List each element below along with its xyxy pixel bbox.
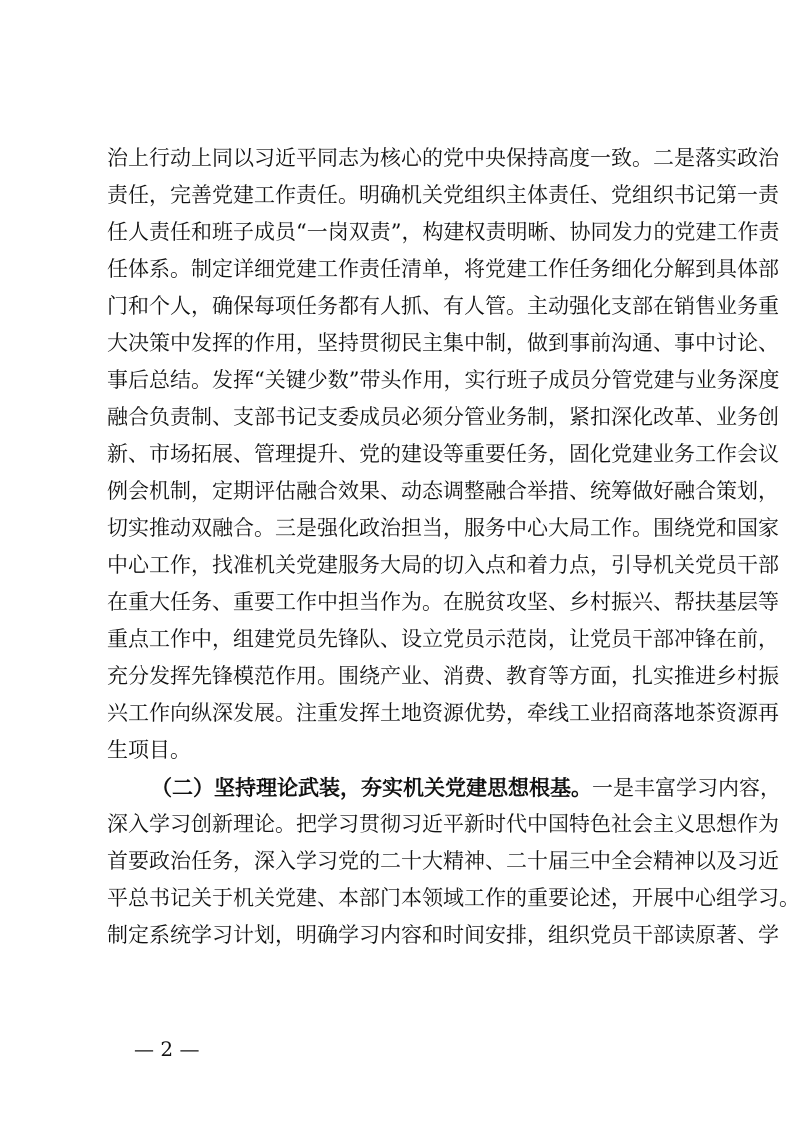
section-heading: （二）坚持理论武装，夯实机关党建思想根基。 <box>151 775 592 800</box>
text-line: 门和个人，确保每项任务都有人抓、有人管。主动强化支部在销售业务重 <box>107 294 779 318</box>
text-line: 任体系。制定详细党建工作责任清单，将党建工作任务细化分解到具体部 <box>107 257 779 281</box>
text-line: 重点工作中，组建党员先锋队、设立党员示范岗，让党员干部冲锋在前， <box>107 627 779 651</box>
text-line: 在重大任务、重要工作中担当作为。在脱贫攻坚、乡村振兴、帮扶基层等 <box>107 590 779 614</box>
text-line: 治上行动上同以习近平同志为核心的党中央保持高度一致。二是落实政治 <box>107 146 779 170</box>
text-line: 切实推动双融合。三是强化政治担当，服务中心大局工作。围绕党和国家 <box>107 516 779 540</box>
text-line: 生项目。 <box>107 738 191 762</box>
text-line: 责任，完善党建工作责任。明确机关党组织主体责任、党组织书记第一责 <box>107 183 779 207</box>
text-line: 融合负责制、支部书记支委成员必须分管业务制，紧扣深化改革、业务创 <box>107 405 779 429</box>
text-span: 一是丰富学习内容， <box>592 776 781 800</box>
text-line: 制定系统学习计划，明确学习内容和时间安排，组织党员干部读原著、学 <box>107 923 779 947</box>
text-line: 例会机制，定期评估融合效果、动态调整融合举措、统筹做好融合策划， <box>107 479 779 503</box>
text-line: 深入学习创新理论。把学习贯彻习近平新时代中国特色社会主义思想作为 <box>107 812 779 836</box>
text-line: 新、市场拓展、管理提升、党的建设等重要任务，固化党建业务工作会议 <box>107 442 779 466</box>
document-body <box>107 140 800 954</box>
text-line: 事后总结。发挥“关键少数”带头作用，实行班子成员分管党建与业务深度 <box>107 368 780 392</box>
text-line: 充分发挥先锋模范作用。围绕产业、消费、教育等方面，扎实推进乡村振 <box>107 664 779 688</box>
section-heading-line <box>107 769 781 806</box>
text-line: 兴工作向纵深发展。注重发挥土地资源优势，牵线工业招商落地茶资源再 <box>107 701 779 725</box>
page-number: — 2 — <box>134 1037 200 1061</box>
text-line: 任人责任和班子成员“一岗双责”，构建权责明晰、协同发力的党建工作责 <box>107 220 780 244</box>
text-line: 首要政治任务，深入学习党的二十大精神、二十届三中全会精神以及习近 <box>107 849 779 873</box>
text-line: 平总书记关于机关党建、本部门本领域工作的重要论述，开展中心组学习。 <box>107 886 800 910</box>
text-line: 中心工作，找准机关党建服务大局的切入点和着力点，引导机关党员干部 <box>107 553 779 577</box>
text-line: 大决策中发挥的作用，坚持贯彻民主集中制，做到事前沟通、事中讨论、 <box>107 331 779 355</box>
